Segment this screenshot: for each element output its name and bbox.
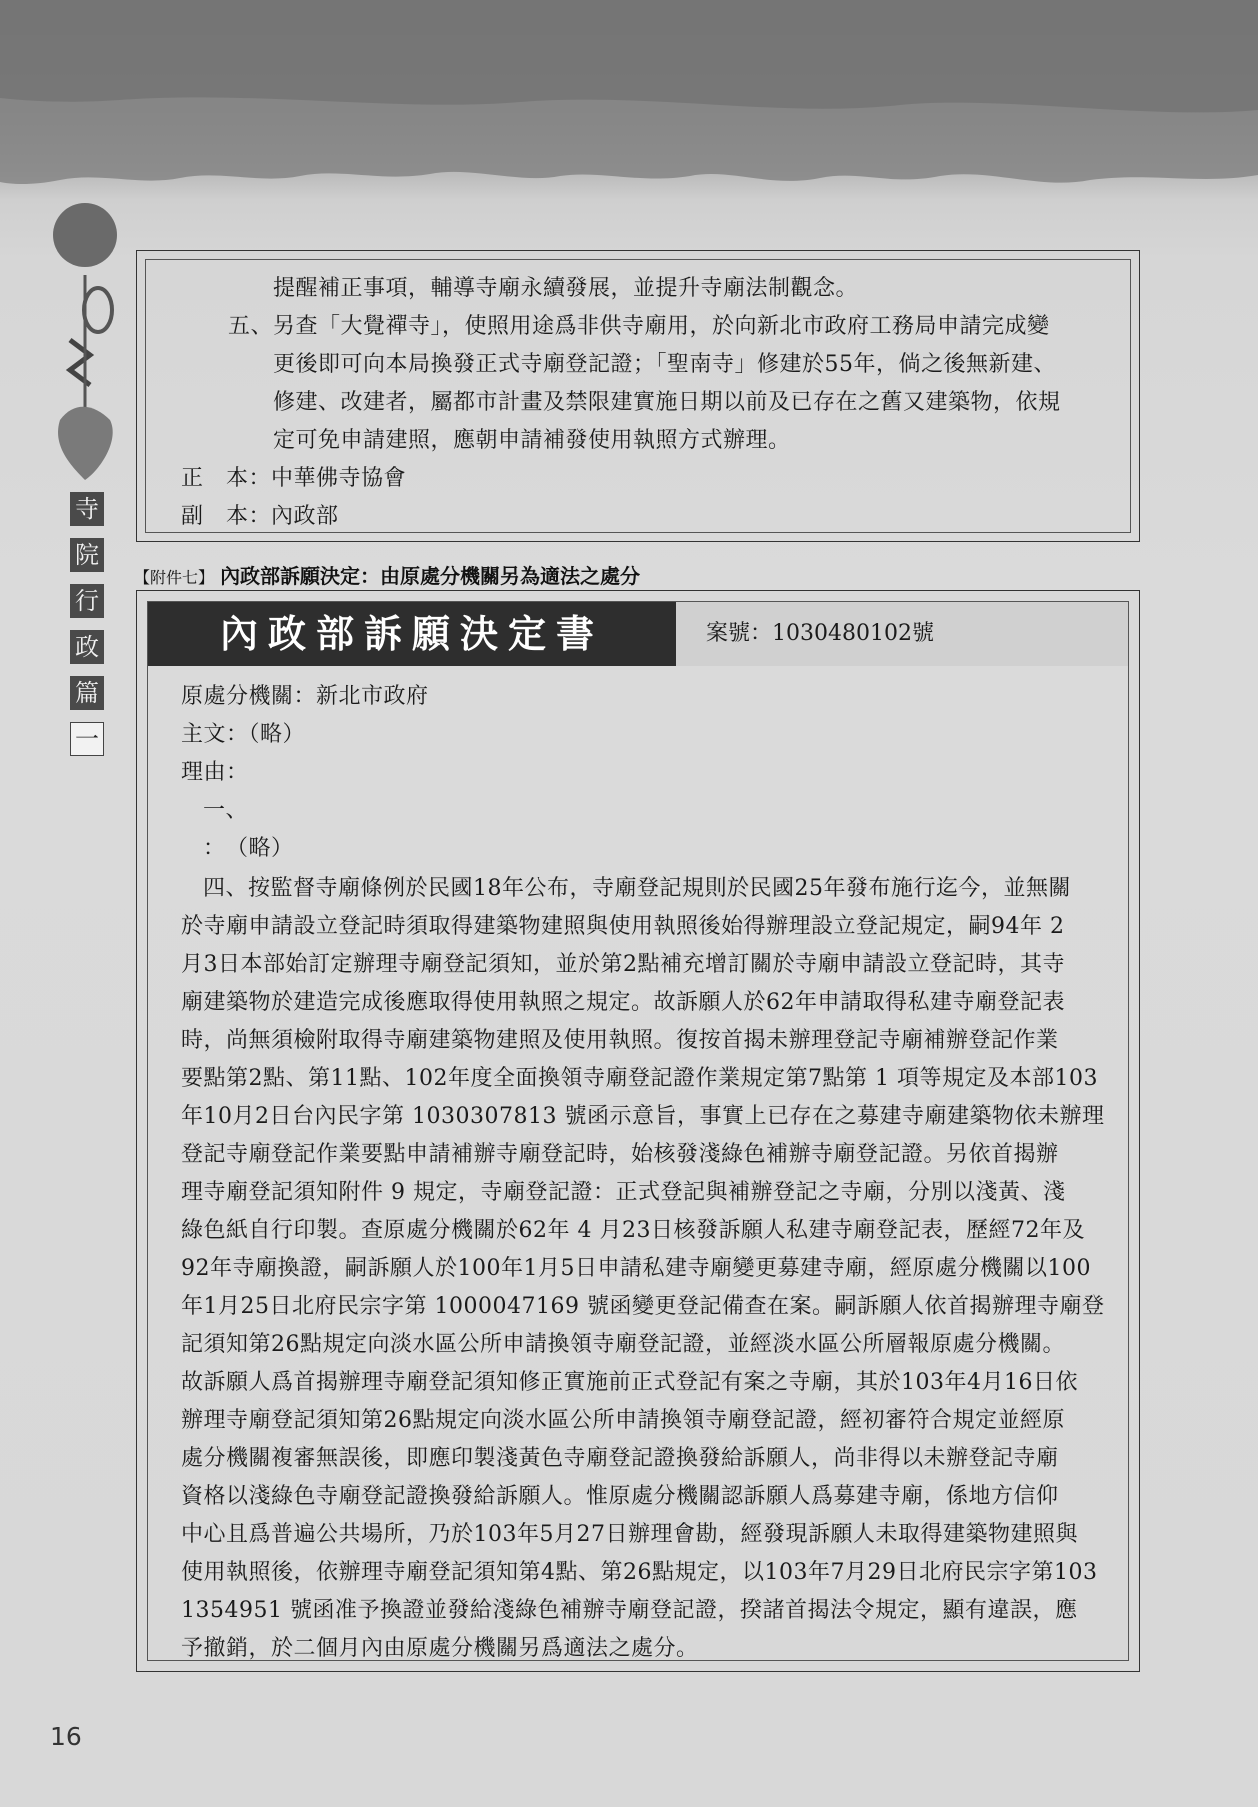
decision-line: 登記寺廟登記作業要點申請補辦寺廟登記時，始核發淺綠色補辦寺廟登記證。另依首揭辦: [181, 1142, 1059, 1167]
decision-line: 年10月2日台內民字第 1030307813 號函示意旨，事實上已存在之募建寺廟建築物依未辦理: [181, 1104, 1105, 1129]
decision-line: 92年寺廟換證，嗣訴願人於100年1月5日申請私建寺廟變更募建寺廟，經原處分機關以100: [181, 1256, 1091, 1281]
attachment-caption: [134, 560, 640, 589]
brush-texture-header: [0, 0, 1258, 260]
page-number: 16: [50, 1722, 82, 1751]
decision-line: 中心且爲普遍公共場所，乃於103年5月27日辦理會勘，經發現訴願人未取得建築物建照與: [181, 1522, 1078, 1547]
decision-line: 辦理寺廟登記須知第26點規定向淡水區公所申請換領寺廟登記證，經初審符合規定並經原: [181, 1408, 1065, 1433]
letter-line-cc-copy: 副 本：內政部: [181, 504, 339, 529]
section-side-title: [70, 492, 106, 768]
decision-line: ： （略）: [203, 836, 294, 861]
appeal-decision-box: [136, 590, 1140, 1672]
decision-line: 一、: [203, 798, 249, 823]
decision-line: 要點第2點、第11點、102年度全面換領寺廟登記證作業規定第7點第 1 項等規定及本部103: [181, 1066, 1098, 1091]
decision-line: 理寺廟登記須知附件 9 規定，寺廟登記證：正式登記與補辦登記之寺廟，分別以淺黃、淺: [181, 1180, 1066, 1205]
decision-line: 予撤銷，於二個月內由原處分機關另爲適法之處分。: [181, 1636, 699, 1661]
side-title-char: 行: [70, 584, 104, 618]
side-title-char: 寺: [70, 492, 104, 526]
decision-line: 月3日本部始訂定辦理寺廟登記須知，並於第2點補充增訂關於寺廟申請設立登記時，其寺: [181, 952, 1065, 977]
decision-line: 故訴願人爲首揭辦理寺廟登記須知修正實施前正式登記有案之寺廟，其於103年4月16日依: [181, 1370, 1078, 1395]
decision-line: 1354951 號函准予換證並發給淺綠色補辦寺廟登記證，揆諸首揭法令規定，顯有違誤，應: [181, 1598, 1078, 1623]
case-number: 案號：1030480102號: [676, 602, 1128, 666]
decision-line: 理由：: [181, 760, 249, 785]
decision-body: [137, 591, 1139, 1671]
hanging-ornament-decoration: [40, 180, 130, 490]
letter-line: 提醒補正事項，輔導寺廟永續發展，並提升寺廟法制觀念。: [273, 276, 859, 301]
decision-line: 綠色紙自行印製。查原處分機關於62年 4 月23日核發訴願人私建寺廟登記表，歷經72年及: [181, 1218, 1085, 1243]
side-title-char: 院: [70, 538, 104, 572]
decision-line: 使用執照後，依辦理寺廟登記須知第4點、第26點規定，以103年7月29日北府民宗字第103: [181, 1560, 1098, 1585]
decision-line: 原處分機關：新北市政府: [181, 684, 429, 709]
decision-line: 廟建築物於建造完成後應取得使用執照之規定。故訴願人於62年申請取得私建寺廟登記表: [181, 990, 1065, 1015]
side-title-char: 政: [70, 630, 104, 664]
attachment-tag: 【附件七】: [134, 568, 215, 587]
letter-line: 五、另查「大覺禪寺」，使照用途爲非供寺廟用，於向新北市政府工務局申請完成變: [228, 314, 1050, 339]
attachment-title: 內政部訴願決定：由原處分機關另為適法之處分: [220, 564, 641, 588]
decision-line: 資格以淺綠色寺廟登記證換發給訴願人。惟原處分機關認訴願人爲募建寺廟，係地方信仰: [181, 1484, 1059, 1509]
letter-line: 修建、改建者，屬都市計畫及禁限建實施日期以前及已存在之舊又建築物，依規: [273, 390, 1061, 415]
letter-line-cc-primary: 正 本：中華佛寺協會: [181, 466, 407, 491]
letter-continuation-box: [136, 250, 1140, 542]
letter-line: 更後即可向本局換發正式寺廟登記證；「聖南寺」修建於55年，倘之後無新建、: [273, 352, 1056, 377]
decision-line: 主文：（略）: [181, 722, 306, 747]
decision-line: 記須知第26點規定向淡水區公所申請換領寺廟登記證，並經淡水區公所層報原處分機關。: [181, 1332, 1065, 1357]
decision-line: 四、按監督寺廟條例於民國18年公布，寺廟登記規則於民國25年發布施行迄今，並無關: [203, 876, 1071, 901]
decision-line: 年1月25日北府民宗字第 1000047169 號函變更登記備查在案。嗣訴願人依首揭辦理寺廟登: [181, 1294, 1105, 1319]
decision-line: 時，尚無須檢附取得寺廟建築物建照及使用執照。復按首揭未辦理登記寺廟補辦登記作業: [181, 1028, 1059, 1053]
side-title-char: 篇: [70, 676, 104, 710]
decision-title: 內政部訴願決定書: [148, 602, 676, 666]
decision-line: 於寺廟申請設立登記時須取得建築物建照與使用執照後始得辦理設立登記規定，嗣94年 2: [181, 914, 1065, 939]
side-title-char: 一: [70, 722, 104, 756]
decision-line: 處分機關複審無誤後，即應印製淺黃色寺廟登記證換發給訴願人，尚非得以未辦登記寺廟: [181, 1446, 1059, 1471]
letter-line: 定可免申請建照，應朝申請補發使用執照方式辦理。: [273, 428, 791, 453]
